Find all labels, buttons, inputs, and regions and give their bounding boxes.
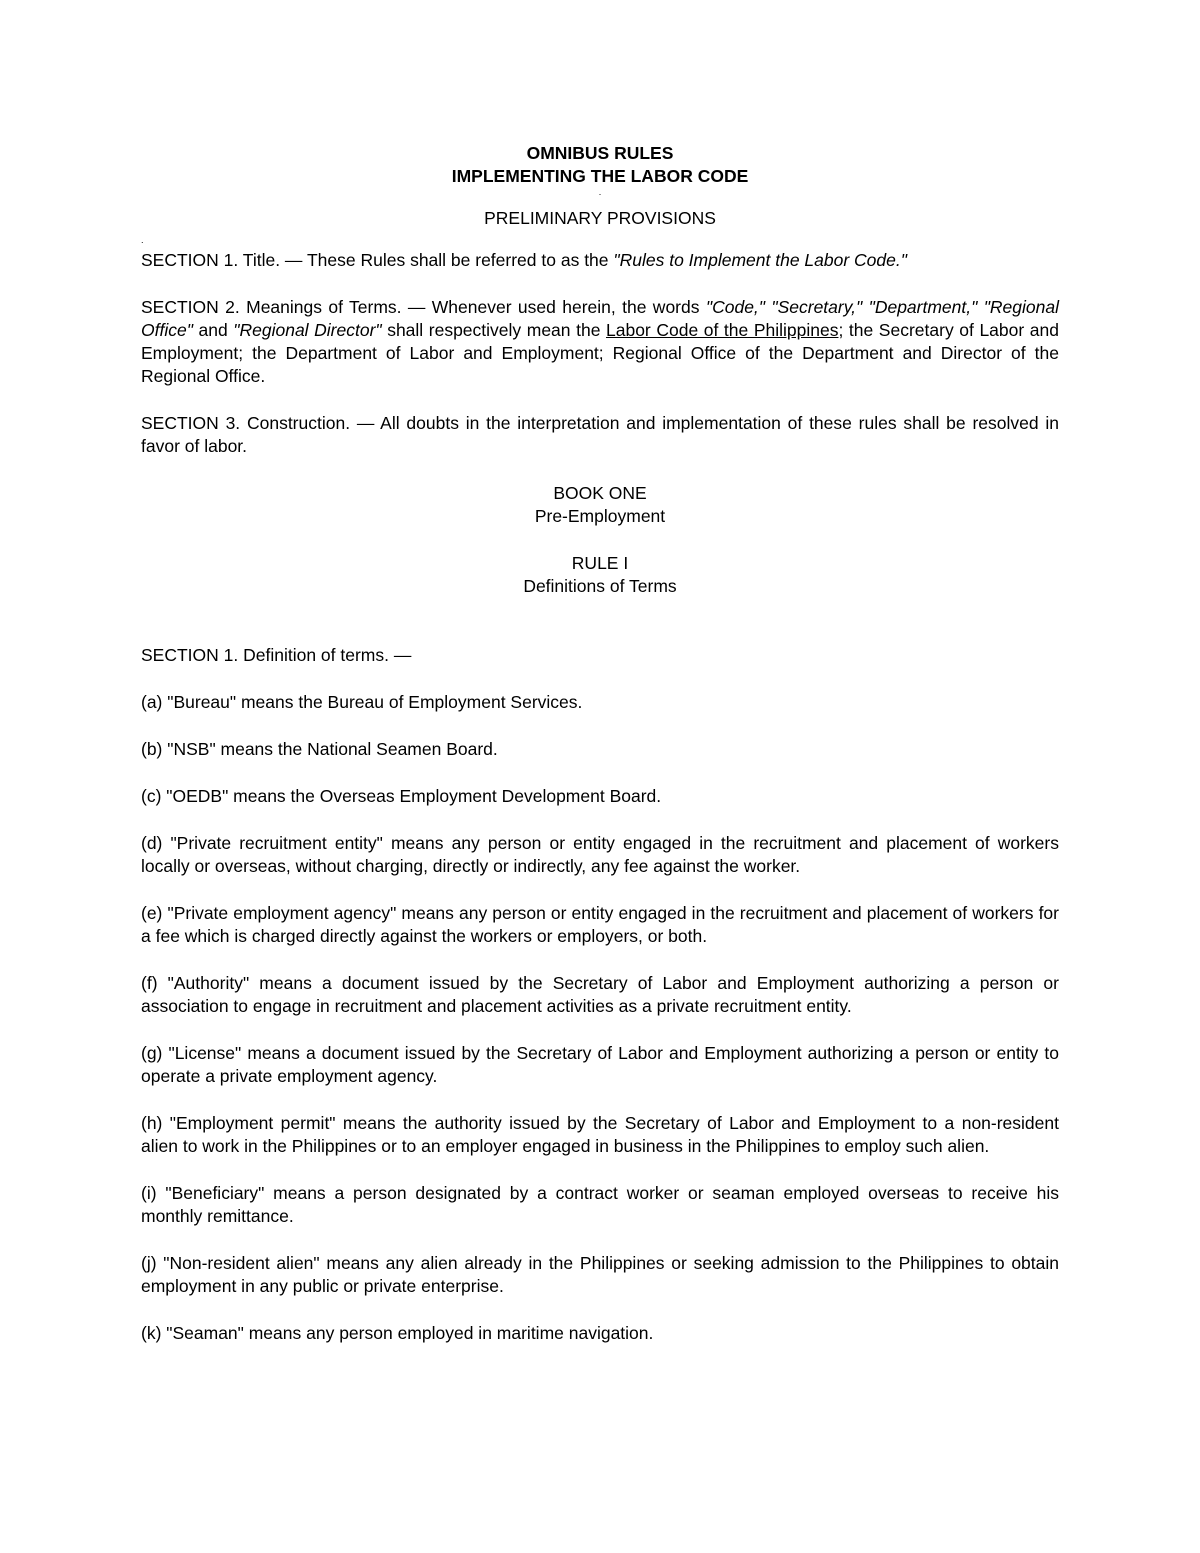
definition-item: (a) "Bureau" means the Bureau of Employment Services. [141,692,583,712]
definition-item: (j) "Non-resident alien" means any alien already in the Philippines or seeking admission to the Philippines to obtain employment in any public or private enterprise. [141,1253,1059,1296]
preliminary-heading: PRELIMINARY PROVISIONS [484,208,716,228]
rule-title: RULE I [571,553,629,573]
section-1-lead: SECTION 1. Title. — These Rules shall be referred to as the [141,250,614,270]
labor-code-link[interactable]: Labor Code of the Philippines [606,320,839,340]
definition-item: (c) "OEDB" means the Overseas Employment Development Board. [141,786,662,806]
book-subtitle: Pre-Employment [534,506,666,526]
definitions-heading: SECTION 1. Definition of terms. — [141,645,412,665]
section-2-lead: SECTION 2. Meanings of Terms. — Whenever used herein, the words [141,297,706,317]
section-2-and: and [192,320,234,340]
section-1-title [141,249,1059,272]
definition-item: (i) "Beneficiary" means a person designated by a contract worker or seaman employed overseas to receive his monthly remittance. [141,1183,1059,1226]
section-2-middle: shall respectively mean the [381,320,606,340]
title-separator: . [598,187,602,197]
preliminary-separator: . [141,235,144,245]
section-2-meanings [141,296,1059,388]
definition-item: (d) "Private recruitment entity" means any person or entity engaged in the recruitment and placement of workers locally or overseas, without charging, directly or indirectly, any fee against the worker. [141,833,1059,876]
book-title: BOOK ONE [553,483,647,503]
document-title-line1: OMNIBUS RULES [526,143,674,163]
document-title-line2: IMPLEMENTING THE LABOR CODE [451,166,749,186]
document-page [141,142,1059,1345]
definition-item: (b) "NSB" means the National Seamen Board. [141,739,498,759]
section-1-quote: "Rules to Implement the Labor Code." [613,250,907,270]
definition-item: (h) "Employment permit" means the authority issued by the Secretary of Labor and Employment to a non-resident alien to work in the Philippines or to an employer engaged in business in the Philippines to employ such alien. [141,1113,1059,1156]
section-3-construction: SECTION 3. Construction. — All doubts in the interpretation and implementation of these rules shall be resolved in favor of labor. [141,413,1059,456]
section-2-terms1: "Code," "Secretary," "Department," "Regional Office" [141,297,1059,340]
rule-subtitle: Definitions of Terms [523,576,677,596]
definition-item: (f) "Authority" means a document issued by the Secretary of Labor and Employment authorizing a person or association to engage in recruitment and placement activities as a private recruitment entity. [141,973,1059,1016]
definition-item: (k) "Seaman" means any person employed in maritime navigation. [141,1323,654,1343]
definition-item: (e) "Private employment agency" means any person or entity engaged in the recruitment and placement of workers for a fee which is charged directly against the workers or employers, or both. [141,903,1059,946]
section-2-terms2: "Regional Director" [233,320,382,340]
section-2-rest: ; the Secretary of Labor and Employment; the Department of Labor and Employment; Regional Office of the Department and Director of the Regional Office. [141,320,1059,386]
definition-item: (g) "License" means a document issued by the Secretary of Labor and Employment authorizing a person or entity to operate a private employment agency. [141,1043,1059,1086]
